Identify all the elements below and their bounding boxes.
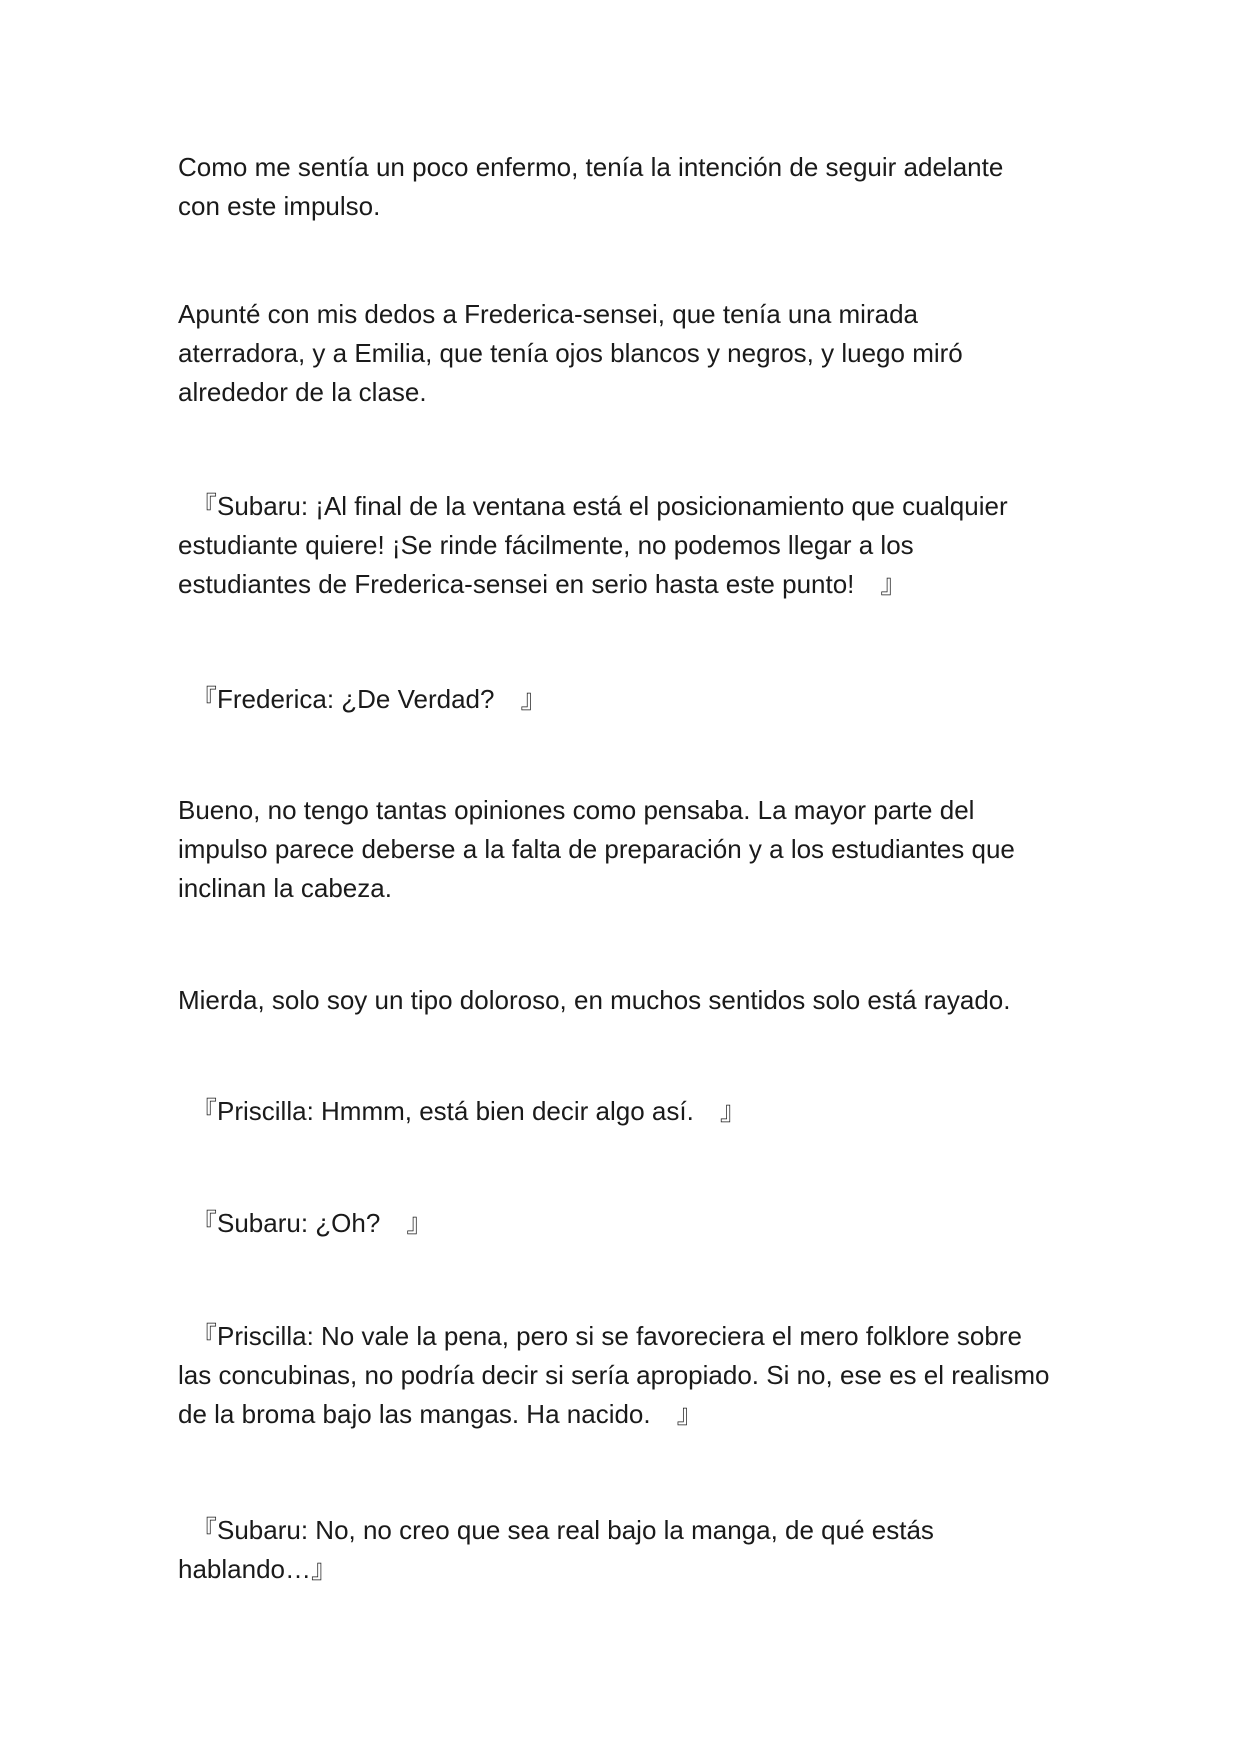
paragraph-dialogue-subaru-1: 『Subaru: ¡Al final de la ventana está el posicionamiento que cualquier estudiante quiere! ¡Se rinde fácilmente, no podemos llegar a los estudiantes de Frederica-sensei en serio hasta este punto! 』 [178,491,1008,599]
paragraph-dialogue-priscilla-2: 『Priscilla: No vale la pena, pero si se favoreciera el mero folklore sobre las concubinas, no podría decir si sería apropiado. Si no, ese es el realismo de la broma bajo las mangas. Ha nacido. 』 [178,1321,1050,1429]
paragraph-narration-4: Mierda, solo soy un tipo doloroso, en muchos sentidos solo está rayado. [178,985,1011,1015]
paragraph-dialogue-frederica: 『Frederica: ¿De Verdad? 』 [178,684,547,714]
paragraph-dialogue-subaru-2: 『Subaru: ¿Oh? 』 [178,1208,433,1238]
paragraph-dialogue-subaru-3: 『Subaru: No, no creo que sea real bajo la manga, de qué estás hablando…』 [178,1515,934,1584]
paragraph-narration-1: Como me sentía un poco enfermo, tenía la intención de seguir adelante con este impulso. [178,152,1004,221]
paragraph-dialogue-priscilla-1: 『Priscilla: Hmmm, está bien decir algo así. 』 [178,1096,746,1126]
paragraph-narration-2: Apunté con mis dedos a Frederica-sensei, que tenía una mirada aterradora, y a Emilia, que tenía ojos blancos y negros, y luego miró alrededor de la clase. [178,299,963,407]
paragraph-narration-3: Bueno, no tengo tantas opiniones como pensaba. La mayor parte del impulso parece deberse a la falta de preparación y a los estudiantes que inclinan la cabeza. [178,795,1015,903]
